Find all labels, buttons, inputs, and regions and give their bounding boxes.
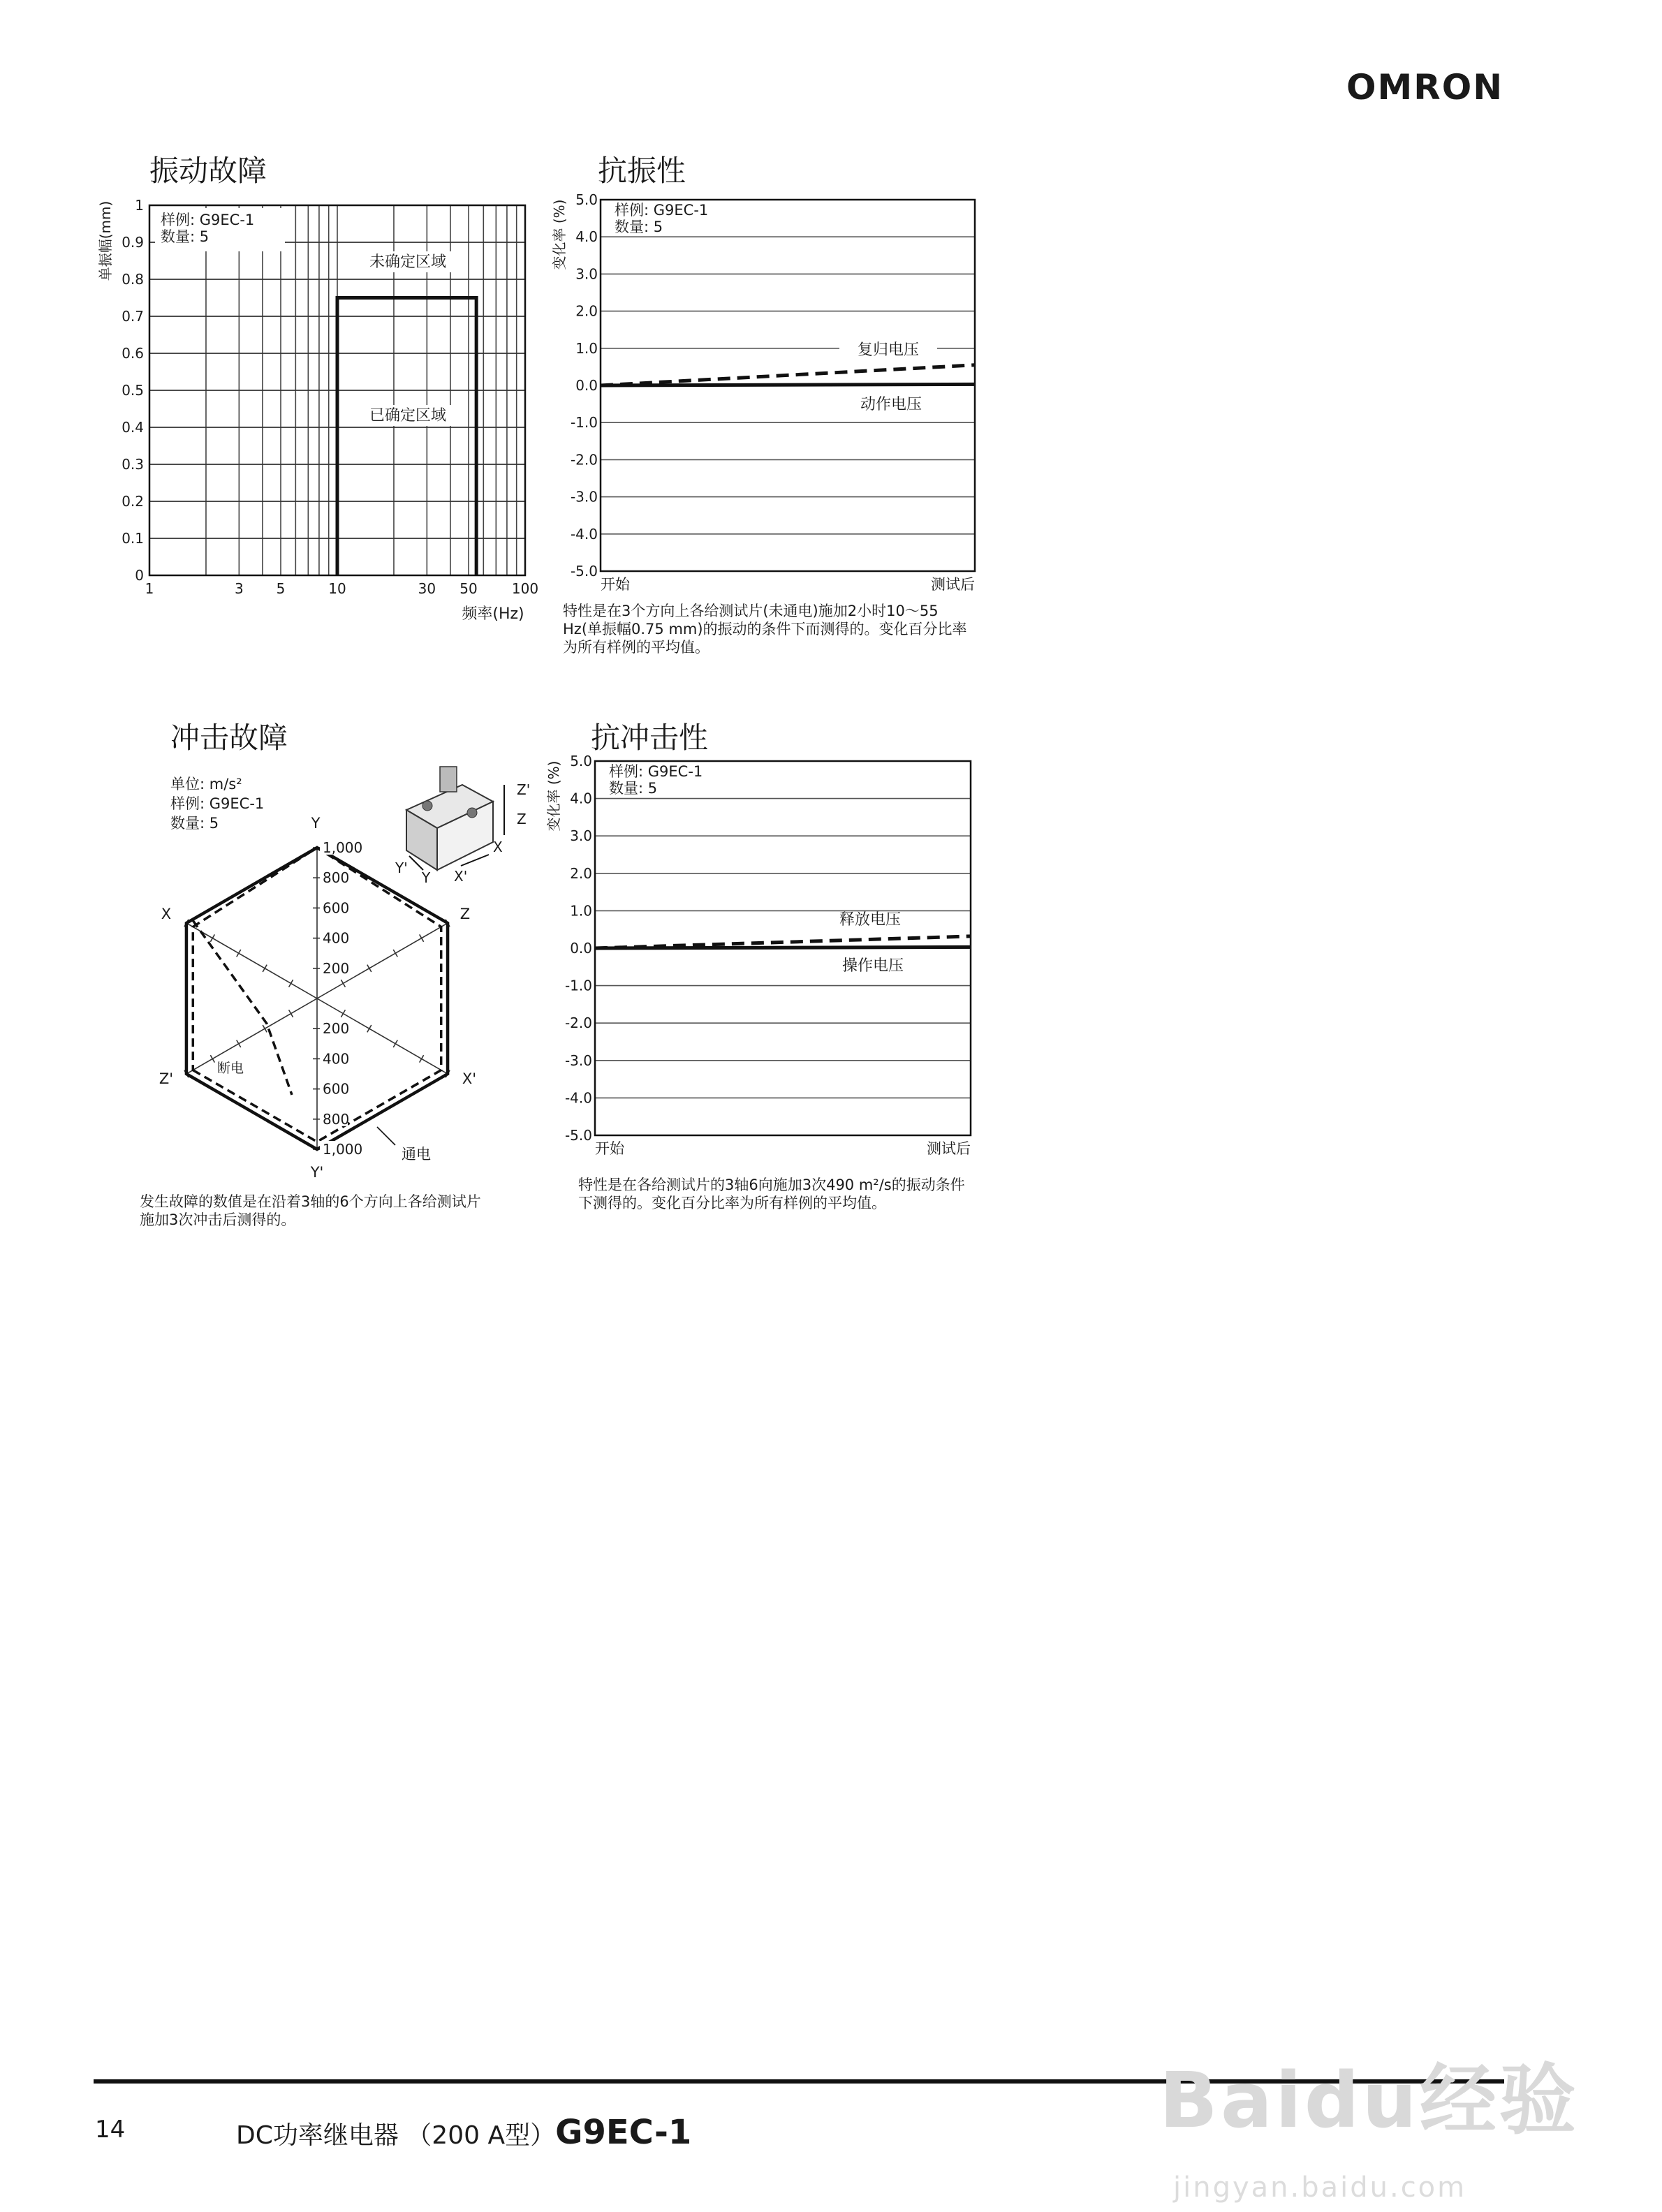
series-label: 动作电压 (860, 396, 922, 413)
info-line: 数量: 5 (170, 815, 219, 832)
y-tick-label: 1.0 (570, 902, 592, 920)
shock-malfunction-title: 冲击故障 (170, 721, 288, 755)
axis-tick (210, 934, 214, 941)
solid-series-line (601, 384, 975, 385)
y-tick-label: 1 (135, 197, 144, 214)
y-axis-label: 单振幅(mm) (97, 200, 114, 281)
footer-product-name: DC功率继电器 （200 A型） (236, 2121, 556, 2150)
footer-model: G9EC-1 (555, 2113, 692, 2152)
axis-tick (393, 1040, 397, 1047)
y-tick-label: 3.0 (570, 827, 592, 845)
y-tick-label: 4.0 (575, 228, 598, 246)
relay-screw (422, 801, 432, 811)
z-label: Z (517, 811, 527, 827)
y-label: Y (422, 869, 431, 886)
power-on-label: 通电 (402, 1146, 431, 1163)
y-prime-axis-value-label: 600 (323, 1080, 350, 1098)
y-tick-label: -1.0 (564, 977, 592, 994)
y-tick-label: -5.0 (564, 1127, 592, 1144)
x-tick-label: 100 (511, 580, 539, 597)
y-axis-label: 变化率 (%) (551, 199, 568, 270)
footer-product (236, 2113, 691, 2152)
y-tick-label: 3.0 (575, 265, 598, 283)
axis-label: X' (462, 1070, 477, 1087)
y-tick-label: 0.5 (122, 382, 144, 399)
y-prime-axis-value-label: 800 (323, 1110, 350, 1128)
y-tick-label: -2.0 (564, 1015, 592, 1032)
y-tick-label: -3.0 (570, 488, 598, 506)
y-tick-label: 0.0 (575, 377, 598, 394)
x-tick-label: 5 (276, 580, 286, 597)
axis-tick (237, 950, 241, 957)
shock-resistance-title: 抗冲击性 (591, 721, 709, 755)
axis-tick (393, 950, 397, 957)
axis-tick (367, 1025, 372, 1032)
legend-line: 数量: 5 (615, 219, 663, 235)
legend-line: 数量: 5 (161, 228, 209, 245)
shock-malfunction-note: 发生故障的数值是在沿着3轴的6个方向上各给测试片施加3次冲击后测得的。 (140, 1193, 481, 1228)
y-tick-label: 0.3 (122, 456, 144, 473)
x-tick-label-end: 测试后 (931, 576, 975, 593)
y-tick-label: 0.9 (122, 234, 144, 251)
y-axis-value-label: 800 (323, 869, 350, 887)
axis-tick (420, 1055, 424, 1062)
y-tick-label: 0.1 (122, 530, 144, 547)
axis-label: Z' (159, 1070, 174, 1087)
axis-tick (289, 1010, 293, 1017)
x-tick-label-start: 开始 (601, 576, 630, 593)
info-line: 样例: G9EC-1 (170, 795, 265, 812)
region-label-undetermined: 未确定区域 (369, 253, 447, 271)
vibration-resistance-title: 抗振性 (598, 154, 686, 188)
omron-logo: OMRON (1346, 67, 1504, 108)
y-tick-label: -3.0 (564, 1052, 592, 1069)
y-tick-label: 0.0 (570, 940, 592, 957)
axis-tick (210, 1055, 214, 1062)
y-prime-axis-value-label: 1,000 (323, 1141, 363, 1158)
y-tick-label: 5.0 (570, 753, 592, 769)
axis-label: Z (459, 906, 471, 922)
axis-tick (367, 965, 372, 972)
series-label: 复归电压 (857, 341, 920, 359)
baidu-watermark-url: jingyan.baidu.com (1173, 2172, 1467, 2204)
axis-tick (263, 1025, 267, 1032)
axis-tick (263, 965, 267, 972)
x-tick-label-end: 测试后 (927, 1140, 971, 1157)
axis-tick (341, 980, 345, 987)
axis-label: X (161, 906, 172, 922)
y-prime-axis-value-label: 400 (323, 1050, 350, 1068)
dashed-series-line (601, 365, 975, 385)
axis-tick (341, 1010, 345, 1017)
y-tick-label: -4.0 (564, 1089, 592, 1107)
y-axis-value-label: 400 (323, 929, 350, 947)
relay-terminal (440, 767, 457, 792)
x-prime-label: X' (454, 868, 468, 885)
relay-orientation-diagram (395, 767, 530, 886)
power-off-label: 断电 (216, 1061, 244, 1076)
y-tick-label: 5.0 (575, 191, 598, 208)
x-tick-label: 30 (418, 580, 436, 597)
region-label-determined: 已确定区域 (369, 407, 447, 425)
axis-tick (420, 934, 424, 941)
vibration-resistance-chart (551, 191, 975, 593)
y-tick-label: 2.0 (575, 302, 598, 320)
z-prime-label: Z' (517, 781, 531, 798)
x-tick-label: 3 (234, 580, 244, 597)
vibration-resistance-note: 特性是在3个方向上各给测试片(未通电)施加2小时10～55 Hz(单振幅0.75 mm)的振动的条件下而测得的。变化百分比率为所有样例的平均值。 (563, 603, 967, 656)
y-tick-label: 2.0 (570, 864, 592, 882)
y-tick-label: 0.8 (122, 271, 144, 288)
y-tick-label: -4.0 (570, 525, 598, 543)
page-number: 14 (95, 2116, 126, 2144)
boundary-series (337, 298, 476, 576)
y-axis-label: 变化率 (%) (545, 760, 562, 832)
x-tick-label: 50 (459, 580, 478, 597)
series-label: 释放电压 (839, 911, 902, 929)
info-line: 单位: m/s² (170, 776, 242, 792)
solid-series-line (595, 947, 971, 948)
baidu-watermark: Baidu经验 (1159, 2056, 1579, 2145)
vibration-malfunction-title: 振动故障 (149, 154, 267, 188)
y-prime-axis-value-label: 200 (323, 1020, 350, 1038)
axis-label: Y (311, 815, 321, 832)
legend-line: 数量: 5 (609, 780, 658, 797)
legend-line: 样例: G9EC-1 (615, 202, 709, 219)
shock-resistance-chart (545, 753, 971, 1157)
y-tick-label: 4.0 (570, 790, 592, 807)
x-axis-label: 频率(Hz) (462, 605, 524, 623)
series-label: 操作电压 (841, 957, 904, 975)
y-tick-label: 0.7 (122, 308, 144, 325)
vibration-malfunction-chart (97, 197, 538, 623)
legend-line: 样例: G9EC-1 (161, 212, 255, 228)
y-tick-label: 0.2 (122, 493, 144, 510)
y-tick-label: -2.0 (570, 451, 598, 469)
power-on-leader (377, 1127, 395, 1145)
x-tick-label: 1 (145, 580, 154, 597)
y-axis-value-label: 1,000 (323, 839, 363, 856)
relay-screw (467, 808, 477, 818)
legend-line: 样例: G9EC-1 (609, 763, 703, 780)
axis-tick (237, 1040, 241, 1047)
axis-label: Y' (310, 1164, 324, 1181)
x-label: X (493, 839, 503, 855)
y-tick-label: -1.0 (570, 414, 598, 432)
y-tick-label: 0.6 (122, 345, 144, 362)
y-tick-label: 1.0 (575, 339, 598, 357)
y-tick-label: -5.0 (570, 563, 598, 580)
y-axis-value-label: 600 (323, 899, 350, 917)
x-tick-label: 10 (328, 580, 346, 597)
axis-tick (289, 980, 293, 987)
y-prime-label: Y' (395, 860, 408, 876)
y-axis-value-label: 200 (323, 959, 350, 977)
x-tick-label-start: 开始 (595, 1140, 624, 1157)
y-tick-label: 0 (135, 567, 144, 584)
shock-resistance-note: 特性是在各给测试片的3轴6向施加3次490 m²/s的振动条件下测得的。变化百分比率为所有样例的平均值。 (578, 1177, 965, 1211)
y-tick-label: 0.4 (122, 419, 144, 436)
